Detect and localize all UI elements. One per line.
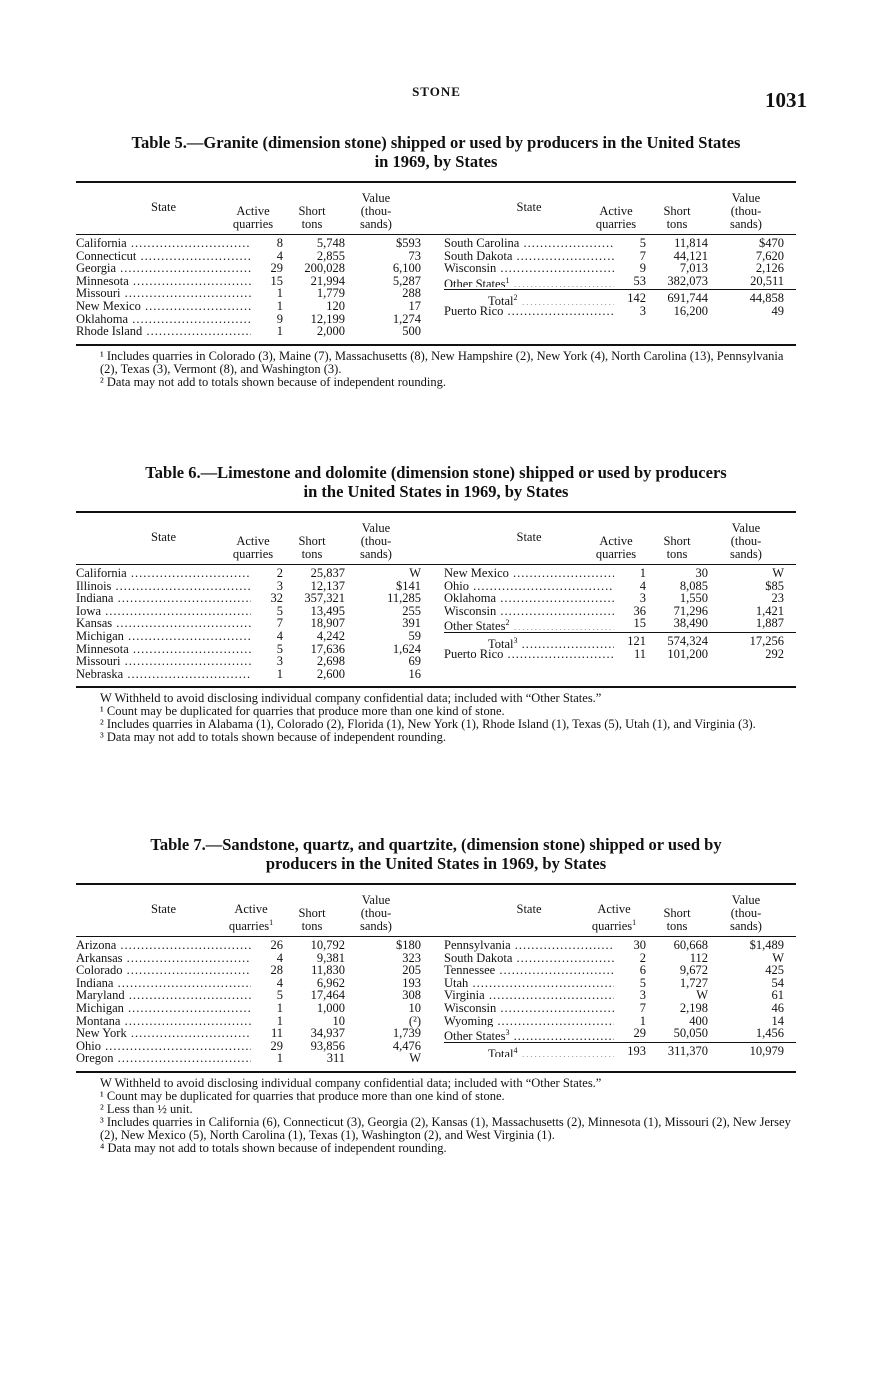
table-7-footnotes xyxy=(76,1077,796,1155)
table-row: Wyoming ..... 1 400 14 xyxy=(444,1015,796,1028)
table-row: Georgia ..... 29 200,028 6,100 xyxy=(76,262,428,275)
table-row: California ..... 8 5,748 $593 xyxy=(76,237,428,250)
caption-line: Table 7.—Sandstone, quartz, and quartzite, (dimension stone) shipped or used by xyxy=(150,835,722,854)
col-short-tons: Short tons xyxy=(298,906,326,933)
table-6 xyxy=(76,463,796,744)
left-rows xyxy=(76,237,436,338)
table-5-caption xyxy=(76,133,796,171)
col-value: Value (thou- sands) xyxy=(730,893,762,933)
footnote: W Withheld to avoid disclosing individual company confidential data; included with “Other States.” xyxy=(100,691,602,706)
footnote: W Withheld to avoid disclosing individual company confidential data; included with “Other States.” xyxy=(100,1075,602,1090)
footnote: ¹ Count may be duplicated for quarries that produce more than one kind of stone. xyxy=(100,1088,505,1103)
table-row: South Dakota ..... 7 44,121 7,620 xyxy=(444,250,796,263)
table-row: Maryland ..... 5 17,464 308 xyxy=(76,989,428,1002)
col-active-quarries: Active quarries$^1$ xyxy=(591,901,637,933)
col-short-tons: Short tons xyxy=(298,204,326,231)
col-short-tons: Short tons xyxy=(298,534,326,561)
col-active-quarries: Active quarries$^1$ xyxy=(228,901,274,933)
right-rows xyxy=(436,237,796,338)
col-value: Value (thou- sands) xyxy=(360,893,392,933)
table-row: New Mexico ..... 1 30 W xyxy=(444,567,796,580)
caption-line: Table 5.—Granite (dimension stone) shipped or used by producers in the United States xyxy=(131,133,741,152)
bottom-rule xyxy=(76,686,796,688)
col-state: State xyxy=(151,200,176,214)
caption-line: producers in the United States in 1969, by States xyxy=(265,854,607,873)
caption-line: Table 6.—Limestone and dolomite (dimension stone) shipped or used by producers xyxy=(145,463,727,482)
table-5-headers xyxy=(76,183,796,234)
col-value: Value (thou- sands) xyxy=(730,521,762,561)
table-row: Michigan ..... 1 1,000 10 xyxy=(76,1002,428,1015)
table-row: Oklahoma ..... 3 1,550 23 xyxy=(444,592,796,605)
table-row: Other States$^3$ ..... 29 50,050 1,456 xyxy=(444,1027,796,1040)
left-rows xyxy=(76,567,436,680)
footnote: ² Data may not add to totals shown because of independent rounding. xyxy=(100,374,447,389)
table-row: Indiana ..... 32 357,321 11,285 xyxy=(76,592,428,605)
running-title: STONE xyxy=(412,84,461,99)
table-row: Oregon ..... 1 311 W xyxy=(76,1052,428,1065)
table-row: Colorado ..... 28 11,830 205 xyxy=(76,964,428,977)
footnote: ³ Includes quarries in California (6), Connecticut (3), Georgia (2), Kansas (1), Massachusetts (2), Minnesota (1), Missouri (2), New Jersey (2), New Mexico (5), North Carolina (1), Texas (1), Washington (2), and West Virginia (1). xyxy=(100,1114,791,1142)
col-short-tons: Short tons xyxy=(663,906,691,933)
table-7-caption xyxy=(76,835,796,873)
table-row: New Mexico ..... 1 120 17 xyxy=(76,300,428,313)
table-row: Arizona ..... 26 10,792 $180 xyxy=(76,939,428,952)
table-5 xyxy=(76,133,796,389)
table-row: Kansas ..... 7 18,907 391 xyxy=(76,617,428,630)
table-row: Virginia ..... 3 W 61 xyxy=(444,989,796,1002)
col-active-quarries: Active quarries xyxy=(232,204,274,231)
table-row: Oklahoma ..... 9 12,199 1,274 xyxy=(76,313,428,326)
table-row: Missouri ..... 1 1,779 288 xyxy=(76,287,428,300)
table-row: Montana ..... 1 10 (²) xyxy=(76,1015,428,1028)
table-row: Rhode Island ..... 1 2,000 500 xyxy=(76,325,428,338)
table-row: Minnesota ..... 5 17,636 1,624 xyxy=(76,643,428,656)
left-rows xyxy=(76,939,436,1065)
col-active-quarries: Active quarries xyxy=(232,534,274,561)
table-row: Utah ..... 5 1,727 54 xyxy=(444,977,796,990)
table-7-headers xyxy=(76,885,796,936)
bottom-rule xyxy=(76,344,796,346)
caption-line: in the United States in 1969, by States xyxy=(303,482,569,501)
page-number: 1031 xyxy=(765,88,807,112)
table-row: Connecticut ..... 4 2,855 73 xyxy=(76,250,428,263)
table-row: Puerto Rico ..... 11 101,200 292 xyxy=(444,648,796,661)
col-value: Value (thou- sands) xyxy=(730,191,762,231)
table-row: Ohio ..... 29 93,856 4,476 xyxy=(76,1040,428,1053)
table-row: California ..... 2 25,837 W xyxy=(76,567,428,580)
table-6-caption xyxy=(76,463,796,501)
footnote: ³ Data may not add to totals shown because of independent rounding. xyxy=(100,730,447,745)
footnote: ¹ Includes quarries in Colorado (3), Maine (7), Massachusetts (8), New Hampshire (2), New York (4), North Carolina (13), Pennsylvania (2), Texas (3), Vermont (8), and Washington (3). xyxy=(100,348,784,376)
col-state: State xyxy=(151,530,176,544)
table-row: Wisconsin ..... 9 7,013 2,126 xyxy=(444,262,796,275)
table-row: Wisconsin ..... 7 2,198 46 xyxy=(444,1002,796,1015)
table-row: Other States$^2$ ..... 15 38,490 1,887 xyxy=(444,617,796,630)
table-row: Nebraska ..... 1 2,600 16 xyxy=(76,668,428,681)
table-row: Illinois ..... 3 12,137 $141 xyxy=(76,580,428,593)
right-rows xyxy=(436,939,796,1065)
total-row: Total$^3$ ..... 121 574,324 17,256 xyxy=(444,635,796,648)
col-active-quarries: Active quarries xyxy=(595,534,637,561)
table-row: Minnesota ..... 15 21,994 5,287 xyxy=(76,275,428,288)
table-row: Other States$^1$ ..... 53 382,073 20,511 xyxy=(444,275,796,288)
footnote: ² Less than ½ unit. xyxy=(100,1101,193,1116)
table-row: Iowa ..... 5 13,495 255 xyxy=(76,605,428,618)
col-short-tons: Short tons xyxy=(663,534,691,561)
bottom-rule xyxy=(76,1071,796,1073)
table-row: Wisconsin ..... 36 71,296 1,421 xyxy=(444,605,796,618)
total-row: Total$^4$ ..... 193 311,370 10,979 xyxy=(444,1045,796,1058)
table-row: Arkansas ..... 4 9,381 323 xyxy=(76,952,428,965)
total-row: Total$^2$ ..... 142 691,744 44,858 xyxy=(444,292,796,305)
caption-line: in 1969, by States xyxy=(374,152,498,171)
footnote: ⁴ Data may not add to totals shown because of independent rounding. xyxy=(100,1140,447,1155)
col-active-quarries: Active quarries xyxy=(595,204,637,231)
col-value: Value (thou- sands) xyxy=(360,521,392,561)
col-state: State xyxy=(516,200,542,214)
col-state: State xyxy=(151,902,176,916)
table-row: Michigan ..... 4 4,242 59 xyxy=(76,630,428,643)
table-row: Missouri ..... 3 2,698 69 xyxy=(76,655,428,668)
table-row: New York ..... 11 34,937 1,739 xyxy=(76,1027,428,1040)
footnote: ¹ Count may be duplicated for quarries that produce more than one kind of stone. xyxy=(100,704,505,719)
table-row: Indiana ..... 4 6,962 193 xyxy=(76,977,428,990)
table-row: Ohio ..... 4 8,085 $85 xyxy=(444,580,796,593)
table-6-footnotes xyxy=(76,692,796,744)
col-state: State xyxy=(516,530,542,544)
footnote: ² Includes quarries in Alabama (1), Colorado (2), Florida (1), New York (1), Rhode Island (1), Texas (5), Utah (1), and Virginia (3). xyxy=(100,717,756,732)
table-row: South Carolina ..... 5 11,814 $470 xyxy=(444,237,796,250)
table-row: Tennessee ..... 6 9,672 425 xyxy=(444,964,796,977)
table-7 xyxy=(76,835,796,1155)
table-row: Pennsylvania ..... 30 60,668 $1,489 xyxy=(444,939,796,952)
right-rows xyxy=(436,567,796,680)
col-state: State xyxy=(516,902,542,916)
table-row: South Dakota ..... 2 112 W xyxy=(444,952,796,965)
col-short-tons: Short tons xyxy=(663,204,691,231)
table-6-headers xyxy=(76,513,796,564)
table-row: Puerto Rico ..... 3 16,200 49 xyxy=(444,305,796,318)
table-5-footnotes xyxy=(76,350,796,389)
col-value: Value (thou- sands) xyxy=(360,191,392,231)
